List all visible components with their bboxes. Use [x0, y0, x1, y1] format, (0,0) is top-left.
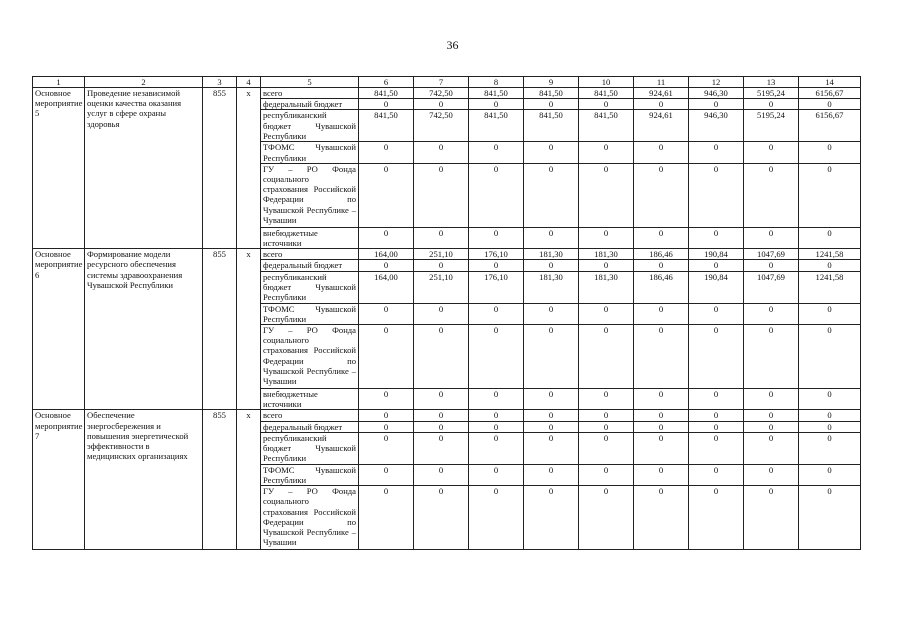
column-header: 13: [744, 77, 799, 88]
amount-cell: 0: [524, 227, 579, 248]
amount-cell: 181,30: [524, 249, 579, 260]
column-header: 9: [524, 77, 579, 88]
amount-cell: 0: [634, 464, 689, 485]
amount-cell: 0: [799, 432, 861, 464]
amount-cell: 0: [414, 410, 469, 421]
event-code: Основное мероприятие 5: [33, 88, 85, 249]
amount-cell: 0: [634, 421, 689, 432]
amount-cell: 0: [469, 389, 524, 410]
column-header: 10: [579, 77, 634, 88]
amount-cell: 0: [524, 486, 579, 550]
funding-source: федеральный бюджет: [261, 99, 359, 110]
event-title: Формирование модели ресурсного обеспечения системы здравоохранения Чувашской Республики: [85, 249, 203, 410]
amount-cell: 0: [579, 163, 634, 227]
amount-cell: 946,30: [689, 110, 744, 142]
amount-cell: 0: [359, 303, 414, 324]
amount-cell: 0: [799, 260, 861, 271]
amount-cell: 0: [634, 303, 689, 324]
event-title: Проведение независимой оценки качества оказания услуг в сфере охраны здоровья: [85, 88, 203, 249]
amount-cell: 0: [579, 389, 634, 410]
amount-cell: 0: [524, 464, 579, 485]
budget-table: [32, 76, 861, 550]
amount-cell: 0: [634, 260, 689, 271]
amount-cell: 0: [359, 163, 414, 227]
amount-cell: 0: [744, 163, 799, 227]
amount-cell: 0: [524, 410, 579, 421]
amount-cell: 0: [359, 325, 414, 389]
event-col3: 855: [203, 249, 237, 410]
funding-source: всего: [261, 410, 359, 421]
amount-cell: 0: [689, 163, 744, 227]
amount-cell: 0: [689, 486, 744, 550]
amount-cell: 0: [414, 432, 469, 464]
amount-cell: 251,10: [414, 249, 469, 260]
funding-source: республиканский бюджет Чувашской Республики: [261, 110, 359, 142]
amount-cell: 0: [689, 432, 744, 464]
amount-cell: 0: [744, 410, 799, 421]
amount-cell: 1047,69: [744, 271, 799, 303]
amount-cell: 0: [799, 163, 861, 227]
amount-cell: 0: [799, 303, 861, 324]
amount-cell: 0: [689, 389, 744, 410]
event-col4: x: [237, 249, 261, 410]
amount-cell: 841,50: [469, 88, 524, 99]
amount-cell: 1241,58: [799, 271, 861, 303]
amount-cell: 0: [469, 260, 524, 271]
amount-cell: 0: [799, 410, 861, 421]
table-row: [33, 249, 861, 260]
amount-cell: 924,61: [634, 110, 689, 142]
amount-cell: 0: [469, 163, 524, 227]
amount-cell: 0: [524, 432, 579, 464]
amount-cell: 0: [799, 227, 861, 248]
column-header: 2: [85, 77, 203, 88]
column-header: 14: [799, 77, 861, 88]
table-row: [33, 88, 861, 99]
amount-cell: 0: [579, 303, 634, 324]
amount-cell: 0: [634, 227, 689, 248]
amount-cell: 0: [799, 464, 861, 485]
amount-cell: 0: [469, 486, 524, 550]
funding-source: ТФОМС Чувашской Республики: [261, 464, 359, 485]
amount-cell: 164,00: [359, 249, 414, 260]
amount-cell: 0: [744, 432, 799, 464]
amount-cell: 0: [579, 227, 634, 248]
funding-source: республиканский бюджет Чувашской Республики: [261, 432, 359, 464]
amount-cell: 0: [634, 486, 689, 550]
amount-cell: 0: [579, 486, 634, 550]
event-title: Обеспечение энергосбережения и повышения энергетической эффективности в медицинских организациях: [85, 410, 203, 550]
amount-cell: 0: [579, 325, 634, 389]
amount-cell: 0: [524, 325, 579, 389]
amount-cell: 0: [689, 303, 744, 324]
amount-cell: 0: [744, 303, 799, 324]
event-col3: 855: [203, 410, 237, 550]
amount-cell: 0: [579, 432, 634, 464]
amount-cell: 841,50: [579, 110, 634, 142]
amount-cell: 0: [414, 142, 469, 163]
amount-cell: 186,46: [634, 249, 689, 260]
funding-source: ГУ – РО Фонда социального страхования Российской Федерации по Чувашской Республике – Чувашии: [261, 163, 359, 227]
amount-cell: 0: [689, 410, 744, 421]
funding-source: ГУ – РО Фонда социального страхования Российской Федерации по Чувашской Республике – Чувашии: [261, 325, 359, 389]
amount-cell: 0: [524, 99, 579, 110]
amount-cell: 0: [634, 142, 689, 163]
amount-cell: 0: [634, 432, 689, 464]
funding-source: внебюджетные источники: [261, 227, 359, 248]
amount-cell: 0: [359, 432, 414, 464]
amount-cell: 0: [469, 432, 524, 464]
amount-cell: 0: [359, 99, 414, 110]
funding-source: федеральный бюджет: [261, 421, 359, 432]
column-header: 3: [203, 77, 237, 88]
event-col4: x: [237, 88, 261, 249]
event-code: Основное мероприятие 7: [33, 410, 85, 550]
amount-cell: 0: [359, 464, 414, 485]
amount-cell: 251,10: [414, 271, 469, 303]
funding-source: федеральный бюджет: [261, 260, 359, 271]
funding-source: ТФОМС Чувашской Республики: [261, 303, 359, 324]
amount-cell: 0: [744, 389, 799, 410]
amount-cell: 0: [744, 464, 799, 485]
amount-cell: 0: [469, 142, 524, 163]
amount-cell: 186,46: [634, 271, 689, 303]
amount-cell: 0: [579, 464, 634, 485]
amount-cell: 0: [414, 260, 469, 271]
funding-source: всего: [261, 88, 359, 99]
amount-cell: 164,00: [359, 271, 414, 303]
amount-cell: 0: [634, 163, 689, 227]
amount-cell: 841,50: [524, 88, 579, 99]
amount-cell: 742,50: [414, 110, 469, 142]
amount-cell: 0: [689, 227, 744, 248]
column-header: 12: [689, 77, 744, 88]
amount-cell: 0: [799, 142, 861, 163]
table-body: [33, 88, 861, 550]
amount-cell: 841,50: [469, 110, 524, 142]
column-header: 6: [359, 77, 414, 88]
column-header: 5: [261, 77, 359, 88]
event-col4: x: [237, 410, 261, 550]
amount-cell: 841,50: [579, 88, 634, 99]
amount-cell: 0: [634, 410, 689, 421]
amount-cell: 0: [689, 99, 744, 110]
amount-cell: 181,30: [579, 271, 634, 303]
amount-cell: 0: [799, 421, 861, 432]
amount-cell: 0: [469, 227, 524, 248]
amount-cell: 0: [579, 421, 634, 432]
amount-cell: 0: [359, 260, 414, 271]
amount-cell: 0: [689, 142, 744, 163]
amount-cell: 0: [469, 99, 524, 110]
amount-cell: 0: [359, 227, 414, 248]
amount-cell: 0: [744, 486, 799, 550]
amount-cell: 0: [634, 99, 689, 110]
amount-cell: 0: [799, 99, 861, 110]
amount-cell: 841,50: [359, 88, 414, 99]
amount-cell: 0: [579, 260, 634, 271]
amount-cell: 0: [524, 389, 579, 410]
amount-cell: 0: [634, 325, 689, 389]
amount-cell: 0: [359, 142, 414, 163]
amount-cell: 1047,69: [744, 249, 799, 260]
column-header: 1: [33, 77, 85, 88]
amount-cell: 181,30: [579, 249, 634, 260]
amount-cell: 0: [744, 260, 799, 271]
amount-cell: 0: [524, 163, 579, 227]
amount-cell: 0: [414, 389, 469, 410]
amount-cell: 0: [689, 421, 744, 432]
amount-cell: 0: [414, 464, 469, 485]
amount-cell: 5195,24: [744, 110, 799, 142]
amount-cell: 0: [689, 325, 744, 389]
column-header: 8: [469, 77, 524, 88]
amount-cell: 0: [469, 303, 524, 324]
amount-cell: 0: [689, 260, 744, 271]
amount-cell: 0: [799, 389, 861, 410]
amount-cell: 0: [799, 486, 861, 550]
amount-cell: 0: [524, 303, 579, 324]
amount-cell: 0: [414, 303, 469, 324]
amount-cell: 0: [469, 464, 524, 485]
amount-cell: 0: [744, 227, 799, 248]
amount-cell: 0: [744, 325, 799, 389]
amount-cell: 0: [414, 99, 469, 110]
amount-cell: 0: [414, 325, 469, 389]
amount-cell: 0: [414, 163, 469, 227]
amount-cell: 0: [634, 389, 689, 410]
amount-cell: 6156,67: [799, 88, 861, 99]
amount-cell: 0: [744, 142, 799, 163]
amount-cell: 0: [469, 421, 524, 432]
amount-cell: 0: [689, 464, 744, 485]
amount-cell: 0: [799, 325, 861, 389]
amount-cell: 0: [579, 410, 634, 421]
event-code: Основное мероприятие 6: [33, 249, 85, 410]
table-row: [33, 410, 861, 421]
amount-cell: 0: [744, 99, 799, 110]
amount-cell: 0: [359, 486, 414, 550]
amount-cell: 0: [359, 410, 414, 421]
amount-cell: 0: [469, 325, 524, 389]
page-number: 36: [446, 38, 459, 52]
column-header: 4: [237, 77, 261, 88]
amount-cell: 190,84: [689, 271, 744, 303]
amount-cell: 0: [359, 389, 414, 410]
funding-source: внебюджетные источники: [261, 389, 359, 410]
amount-cell: 0: [524, 260, 579, 271]
funding-source: республиканский бюджет Чувашской Республики: [261, 271, 359, 303]
amount-cell: 946,30: [689, 88, 744, 99]
amount-cell: 924,61: [634, 88, 689, 99]
amount-cell: 0: [524, 421, 579, 432]
column-header: 7: [414, 77, 469, 88]
amount-cell: 0: [579, 99, 634, 110]
amount-cell: 1241,58: [799, 249, 861, 260]
amount-cell: 0: [414, 486, 469, 550]
amount-cell: 190,84: [689, 249, 744, 260]
column-number-row: [33, 77, 861, 88]
funding-source: ГУ – РО Фонда социального страхования Российской Федерации по Чувашской Республике – Чувашии: [261, 486, 359, 550]
amount-cell: 181,30: [524, 271, 579, 303]
amount-cell: 0: [414, 227, 469, 248]
funding-source: ТФОМС Чувашской Республики: [261, 142, 359, 163]
amount-cell: 0: [524, 142, 579, 163]
amount-cell: 5195,24: [744, 88, 799, 99]
amount-cell: 0: [579, 142, 634, 163]
amount-cell: 0: [414, 421, 469, 432]
amount-cell: 841,50: [524, 110, 579, 142]
amount-cell: 841,50: [359, 110, 414, 142]
amount-cell: 6156,67: [799, 110, 861, 142]
amount-cell: 0: [744, 421, 799, 432]
amount-cell: 176,10: [469, 249, 524, 260]
amount-cell: 742,50: [414, 88, 469, 99]
amount-cell: 0: [359, 421, 414, 432]
amount-cell: 0: [469, 410, 524, 421]
amount-cell: 176,10: [469, 271, 524, 303]
column-header: 11: [634, 77, 689, 88]
funding-source: всего: [261, 249, 359, 260]
event-col3: 855: [203, 88, 237, 249]
